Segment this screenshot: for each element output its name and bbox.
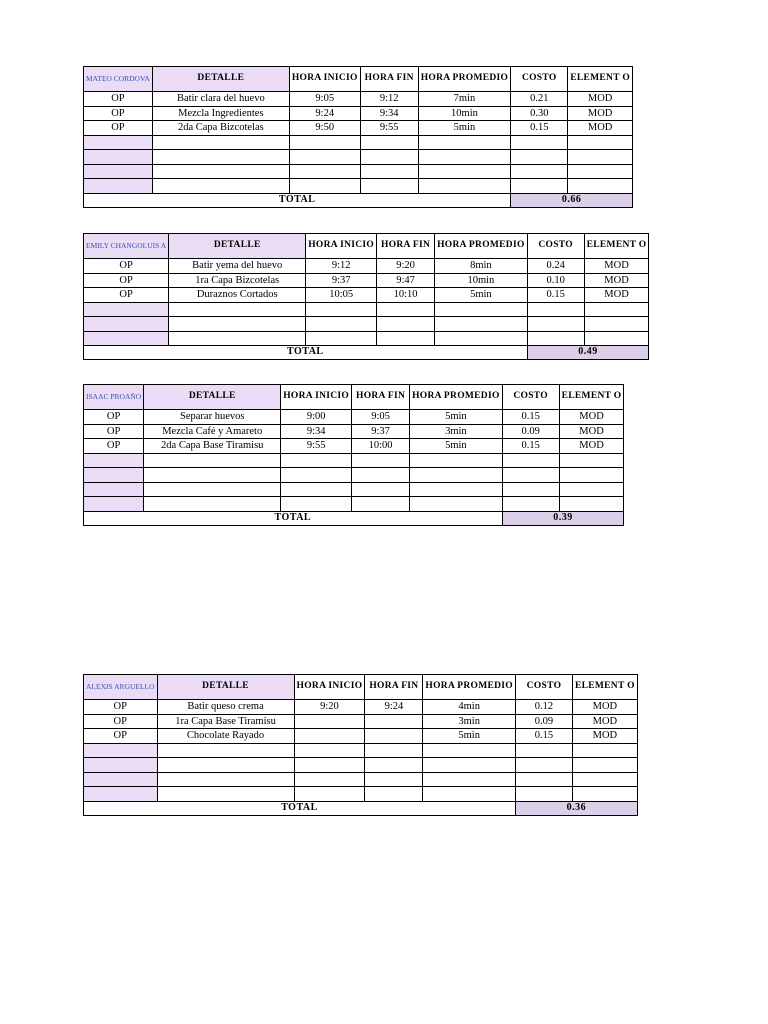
row-costo: 0.24	[527, 259, 584, 274]
total-value: 0.36	[515, 801, 637, 815]
person-name: ALEXIS ARGUELLO	[84, 675, 158, 700]
header-hora-promedio: HORA PROMEDIO	[435, 234, 528, 259]
table-row	[84, 121, 633, 136]
header-elemento: ELEMENT O	[568, 67, 633, 92]
header-elemento: ELEMENT O	[572, 675, 637, 700]
header-hora-fin: HORA FIN	[352, 385, 410, 410]
empty-row	[84, 164, 633, 179]
row-costo: 0.21	[511, 92, 568, 107]
header-detalle: DETALLE	[144, 385, 281, 410]
total-value: 0.39	[502, 511, 624, 525]
table-row	[84, 714, 638, 729]
row-hora-promedio: 7min	[418, 92, 511, 107]
row-costo: 0.09	[502, 424, 559, 439]
row-hora-inicio: 9:05	[289, 92, 360, 107]
row-tag: OP	[84, 92, 153, 107]
row-detalle: Mezcla Ingredientes	[152, 106, 289, 121]
row-hora-inicio: 9:24	[289, 106, 360, 121]
row-hora-fin: 9:24	[365, 700, 423, 715]
row-hora-promedio: 3min	[423, 714, 516, 729]
row-hora-fin: 9:12	[360, 92, 418, 107]
empty-row	[84, 302, 649, 317]
row-elemento: MOD	[568, 92, 633, 107]
table-row	[84, 424, 624, 439]
row-elemento: MOD	[559, 410, 624, 425]
row-hora-fin	[365, 714, 423, 729]
row-hora-fin: 9:20	[377, 259, 435, 274]
row-elemento: MOD	[572, 700, 637, 715]
row-elemento: MOD	[568, 106, 633, 121]
person-name: ISAAC PROAÑO	[84, 385, 144, 410]
row-hora-inicio	[294, 729, 365, 744]
total-value: 0.66	[511, 193, 633, 207]
empty-row	[84, 150, 633, 165]
row-hora-promedio: 10min	[435, 273, 528, 288]
row-hora-inicio: 10:05	[306, 288, 377, 303]
row-hora-inicio: 9:34	[281, 424, 352, 439]
row-hora-inicio: 9:20	[294, 700, 365, 715]
table-row	[84, 92, 633, 107]
row-elemento: MOD	[584, 273, 649, 288]
header-hora-inicio: HORA INICIO	[281, 385, 352, 410]
empty-row	[84, 743, 638, 758]
table-row	[84, 259, 649, 274]
header-hora-promedio: HORA PROMEDIO	[423, 675, 516, 700]
empty-row	[84, 758, 638, 773]
cost-table-1	[83, 66, 633, 208]
row-tag: OP	[84, 439, 144, 454]
row-hora-promedio: 5min	[410, 439, 503, 454]
total-row	[84, 801, 638, 815]
empty-row	[84, 468, 624, 483]
row-hora-fin: 9:37	[352, 424, 410, 439]
row-detalle: 2da Capa Base Tiramisu	[144, 439, 281, 454]
row-hora-promedio: 5min	[418, 121, 511, 136]
row-costo: 0.12	[515, 700, 572, 715]
row-detalle: 1ra Capa Bizcotelas	[169, 273, 306, 288]
row-hora-fin: 9:05	[352, 410, 410, 425]
row-tag: OP	[84, 410, 144, 425]
header-detalle: DETALLE	[152, 67, 289, 92]
total-row	[84, 511, 624, 525]
row-costo: 0.30	[511, 106, 568, 121]
empty-row	[84, 482, 624, 497]
empty-row	[84, 179, 633, 194]
row-hora-inicio: 9:50	[289, 121, 360, 136]
empty-row	[84, 787, 638, 802]
header-elemento: ELEMENT O	[559, 385, 624, 410]
row-costo: 0.09	[515, 714, 572, 729]
empty-row	[84, 331, 649, 346]
empty-row	[84, 317, 649, 332]
empty-row	[84, 497, 624, 512]
header-hora-inicio: HORA INICIO	[294, 675, 365, 700]
row-tag: OP	[84, 424, 144, 439]
row-tag: OP	[84, 106, 153, 121]
header-hora-inicio: HORA INICIO	[289, 67, 360, 92]
row-tag: OP	[84, 273, 169, 288]
empty-row	[84, 135, 633, 150]
row-tag: OP	[84, 700, 158, 715]
cost-table-3	[83, 384, 624, 526]
row-tag: OP	[84, 288, 169, 303]
row-hora-inicio	[294, 714, 365, 729]
row-hora-promedio: 5min	[435, 288, 528, 303]
header-detalle: DETALLE	[169, 234, 306, 259]
total-label: TOTAL	[84, 511, 503, 525]
row-detalle: Duraznos Cortados	[169, 288, 306, 303]
row-tag: OP	[84, 259, 169, 274]
header-elemento: ELEMENT O	[584, 234, 649, 259]
header-costo: COSTO	[511, 67, 568, 92]
table-row	[84, 439, 624, 454]
row-detalle: 2da Capa Bizcotelas	[152, 121, 289, 136]
row-hora-inicio: 9:37	[306, 273, 377, 288]
table-row	[84, 273, 649, 288]
row-tag: OP	[84, 121, 153, 136]
table-row	[84, 288, 649, 303]
total-label: TOTAL	[84, 346, 528, 360]
row-elemento: MOD	[584, 259, 649, 274]
row-hora-inicio: 9:55	[281, 439, 352, 454]
row-detalle: 1ra Capa Base Tiramisu	[157, 714, 294, 729]
header-hora-fin: HORA FIN	[365, 675, 423, 700]
row-tag: OP	[84, 714, 158, 729]
row-elemento: MOD	[568, 121, 633, 136]
header-hora-fin: HORA FIN	[360, 67, 418, 92]
header-detalle: DETALLE	[157, 675, 294, 700]
row-detalle: Batir yema del huevo	[169, 259, 306, 274]
header-hora-promedio: HORA PROMEDIO	[418, 67, 511, 92]
row-elemento: MOD	[559, 439, 624, 454]
total-label: TOTAL	[84, 801, 516, 815]
row-hora-fin: 9:34	[360, 106, 418, 121]
empty-row	[84, 772, 638, 787]
row-hora-promedio: 5min	[423, 729, 516, 744]
row-elemento: MOD	[572, 729, 637, 744]
row-hora-inicio: 9:00	[281, 410, 352, 425]
row-elemento: MOD	[584, 288, 649, 303]
person-name: MATEO CORDOVA	[84, 67, 153, 92]
row-costo: 0.15	[511, 121, 568, 136]
table-row	[84, 106, 633, 121]
table-row	[84, 410, 624, 425]
total-label: TOTAL	[84, 193, 511, 207]
row-hora-promedio: 8min	[435, 259, 528, 274]
row-hora-promedio: 5min	[410, 410, 503, 425]
header-hora-promedio: HORA PROMEDIO	[410, 385, 503, 410]
row-hora-fin	[365, 729, 423, 744]
row-detalle: Batir queso crema	[157, 700, 294, 715]
table-row	[84, 700, 638, 715]
person-name: EMILY CHANGOLUIS A	[84, 234, 169, 259]
row-hora-promedio: 4min	[423, 700, 516, 715]
table-row	[84, 729, 638, 744]
row-elemento: MOD	[559, 424, 624, 439]
row-hora-fin: 10:10	[377, 288, 435, 303]
empty-row	[84, 453, 624, 468]
row-hora-fin: 9:47	[377, 273, 435, 288]
row-costo: 0.15	[502, 439, 559, 454]
row-costo: 0.10	[527, 273, 584, 288]
row-costo: 0.15	[515, 729, 572, 744]
row-costo: 0.15	[527, 288, 584, 303]
row-hora-fin: 9:55	[360, 121, 418, 136]
cost-table-4	[83, 674, 638, 816]
row-hora-promedio: 10min	[418, 106, 511, 121]
row-tag: OP	[84, 729, 158, 744]
row-hora-promedio: 3min	[410, 424, 503, 439]
row-elemento: MOD	[572, 714, 637, 729]
total-row	[84, 193, 633, 207]
row-hora-fin: 10:00	[352, 439, 410, 454]
header-hora-fin: HORA FIN	[377, 234, 435, 259]
total-row	[84, 346, 649, 360]
header-costo: COSTO	[527, 234, 584, 259]
row-hora-inicio: 9:12	[306, 259, 377, 274]
row-detalle: Mezcla Café y Amareto	[144, 424, 281, 439]
row-costo: 0.15	[502, 410, 559, 425]
row-detalle: Chocolate Rayado	[157, 729, 294, 744]
header-costo: COSTO	[515, 675, 572, 700]
total-value: 0.49	[527, 346, 649, 360]
row-detalle: Batir clara del huevo	[152, 92, 289, 107]
header-costo: COSTO	[502, 385, 559, 410]
cost-table-2	[83, 233, 649, 360]
header-hora-inicio: HORA INICIO	[306, 234, 377, 259]
row-detalle: Separar huevos	[144, 410, 281, 425]
